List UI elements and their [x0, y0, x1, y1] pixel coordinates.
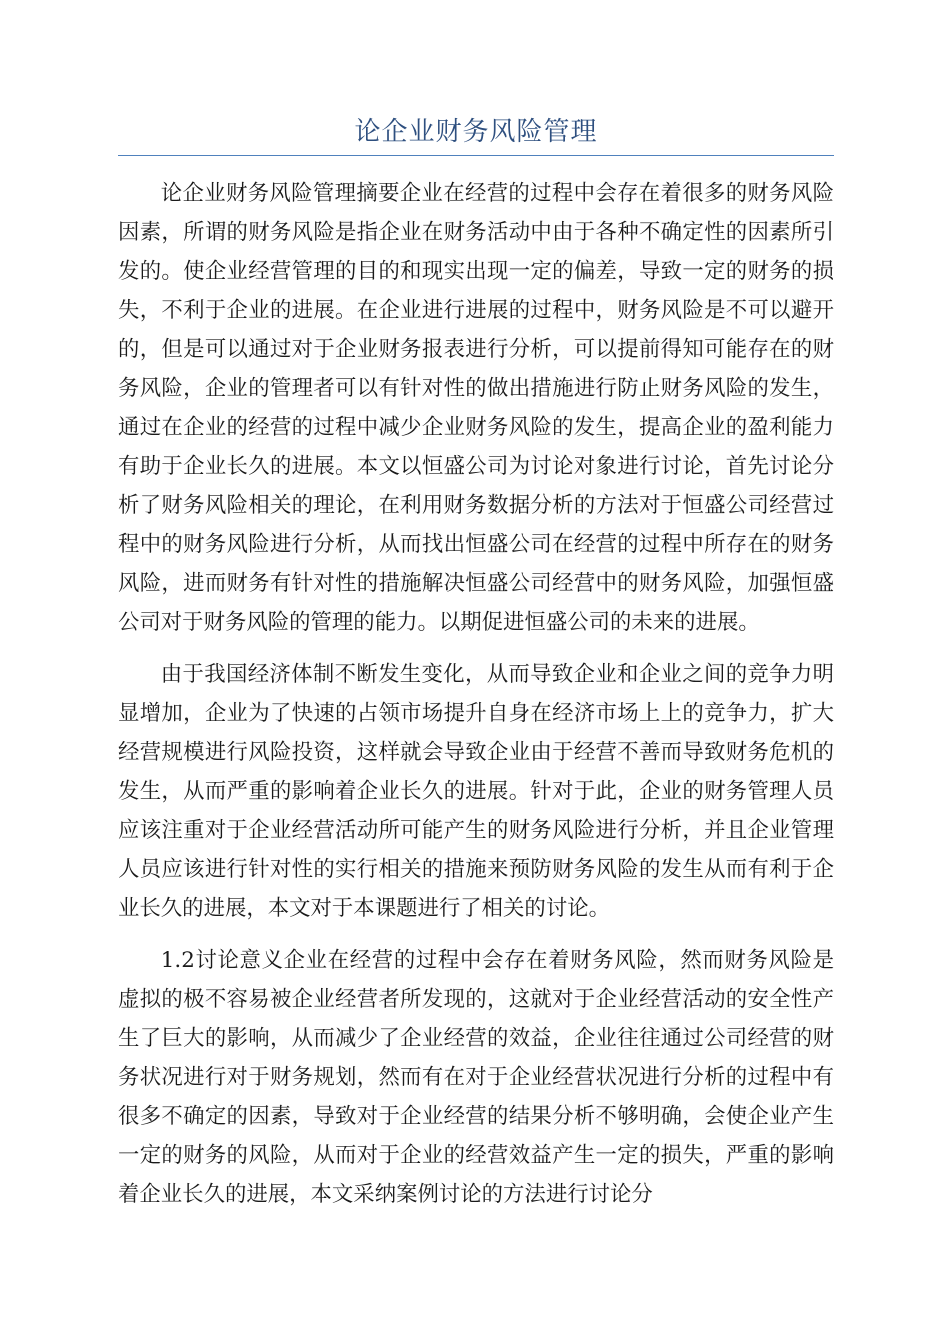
- paragraph-abstract: 论企业财务风险管理摘要企业在经营的过程中会存在着很多的财务风险因素，所谓的财务风险是指企业在财务活动中由于各种不确定性的因素所引发的。使企业经营管理的目的和现实出现一定的偏差，导致一定的财务的损失，不利于企业的进展。在企业进行进展的过程中，财务风险是不可以避开的，但是可以通过对于企业财务报表进行分析，可以提前得知可能存在的财务风险，企业的管理者可以有针对性的做出措施进行防止财务风险的发生，通过在企业的经营的过程中减少企业财务风险的发生，提高企业的盈利能力有助于企业长久的进展。本文以恒盛公司为讨论对象进行讨论，首先讨论分析了财务风险相关的理论，在利用财务数据分析的方法对于恒盛公司经营过程中的财务风险进行分析，从而找出恒盛公司在经营的过程中所存在的财务风险，进而财务有针对性的措施解决恒盛公司经营中的财务风险，加强恒盛公司对于财务风险的管理的能力。以期促进恒盛公司的未来的进展。: [118, 181, 834, 635]
- paragraph-significance: 1.2讨论意义企业在经营的过程中会存在着财务风险，然而财务风险是虚拟的极不容易被企业经营者所发现的，这就对于企业经营活动的安全性产生了巨大的影响，从而减少了企业经营的效益，企业往往通过公司经营的财务状况进行对于财务规划，然而有在对于企业经营状况进行分析的过程中有很多不确定的因素，导致对于企业经营的结果分析不够明确，会使企业产生一定的财务的风险，从而对于企业的经营效益产生一定的损失，严重的影响着企业长久的进展，本文采纳案例讨论的方法进行讨论分: [118, 948, 834, 1207]
- paragraph-background: 由于我国经济体制不断发生变化，从而导致企业和企业之间的竞争力明显增加，企业为了快速的占领市场提升自身在经济市场上上的竞争力，扩大经营规模进行风险投资，这样就会导致企业由于经营不善而导致财务危机的发生，从而严重的影响着企业长久的进展。针对于此，企业的财务管理人员应该注重对于企业经营活动所可能产生的财务风险进行分析，并且企业管理人员应该进行针对性的实行相关的措施来预防财务风险的发生从而有利于企业长久的进展，本文对于本课题进行了相关的讨论。: [118, 662, 834, 921]
- title-underline: [118, 155, 834, 156]
- document-title: 论企业财务风险管理: [354, 117, 598, 147]
- document-body: [118, 174, 834, 1227]
